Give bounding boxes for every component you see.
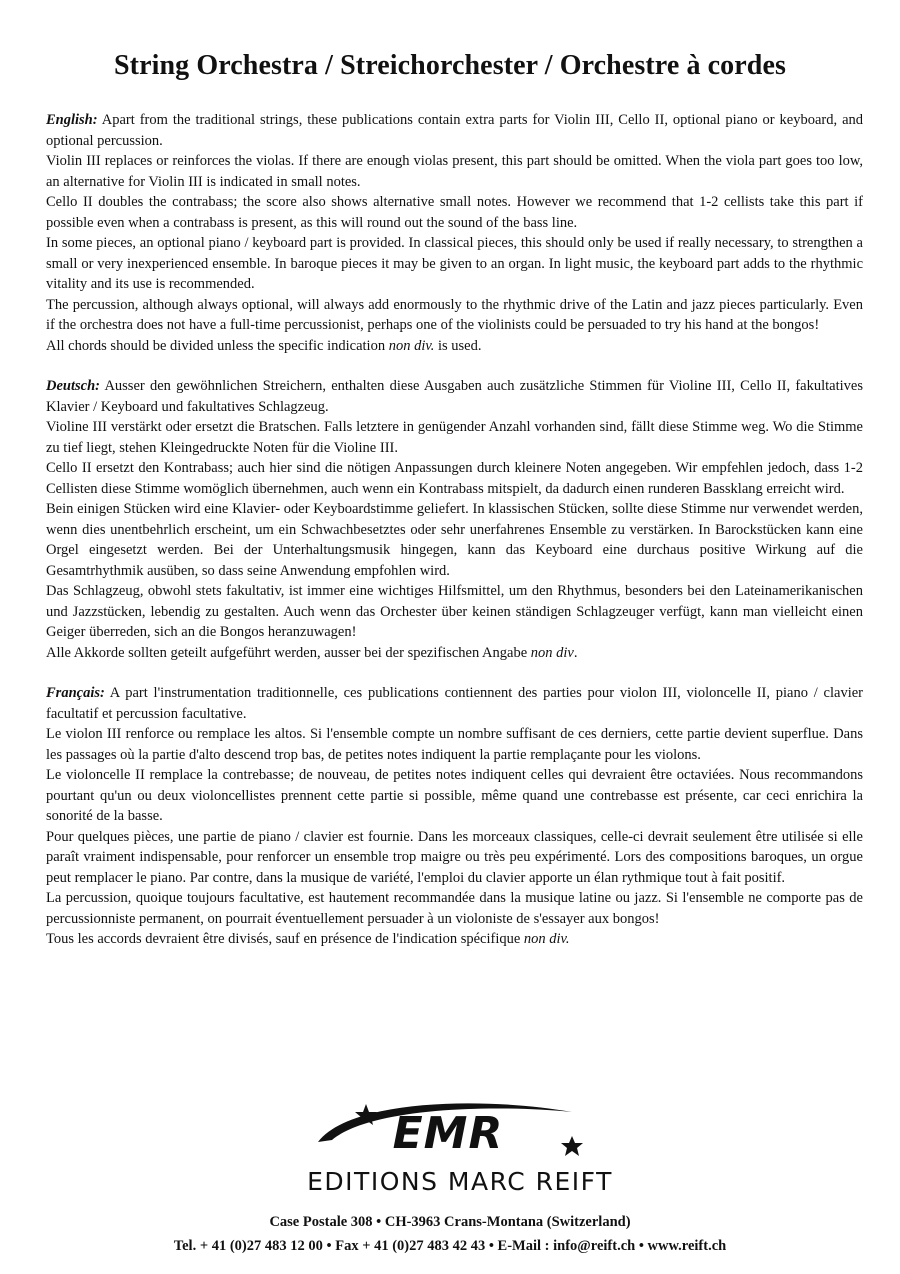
section-deutsch [46, 376, 863, 663]
paragraph-text: Tous les accords devraient être divisés, sauf en présence de l'indication spécifique [46, 931, 524, 947]
footer-contact: Tel. + 41 (0)27 483 12 00 • Fax + 41 (0)27 483 42 43 • E-Mail : info@reift.ch • www.reift.ch [173, 1238, 727, 1254]
language-label: Français: [46, 685, 105, 701]
italic-term: non div. [523, 931, 570, 947]
paragraph [46, 110, 863, 151]
paragraph: The percussion, although always optional, will always add enormously to the rhythmic drive of the Latin and jazz pieces particularly. Even if the orchestra does not have a full-time percussionist, perhaps one of the violinists could be persuaded to try his hand at the bongos! [46, 296, 863, 333]
language-label: Deutsch: [46, 378, 100, 394]
section-francais [46, 683, 863, 950]
paragraph: Cello II ersetzt den Kontrabass; auch hier sind die nötigen Anpassungen durch kleinere Noten angegeben. Wir empfehlen jedoch, dass 1-2 Cellisten diese Stimme womöglich übernehmen, auch wenn ein Kontrabass mitspielt, da dadurch einen runderen Bassklang erreicht wird. [46, 460, 863, 497]
page-title: String Orchestra / Streichorchester / Orchestre à cordes [113, 50, 786, 81]
paragraph-text: is used. [434, 337, 482, 354]
section-english [46, 110, 863, 356]
paragraph-text: . [573, 644, 578, 661]
paragraph: Cello II doubles the contrabass; the score also shows alternative small notes. However we recommend that 1-2 cellists take this part if possible even when a contrabass is present, as this will round out the sound of the bass line. [46, 194, 863, 231]
emr-logo [240, 1098, 680, 1198]
footer-address: Case Postale 308 • CH-3963 Crans-Montana (Switzerland) [269, 1214, 631, 1230]
paragraph: Le violon III renforce ou remplace les altos. Si l'ensemble compte un nombre suffisant de ces derniers, cette partie devient superflue. Dans les passages où la partie d'alto descend trop bas, de petites notes indiquent la partie remplaçante pour les violons. [46, 726, 863, 763]
paragraph: Violine III verstärkt oder ersetzt die Bratschen. Falls letztere in genügender Anzahl vorhanden sind, fällt diese Stimme weg. Wo die Stimme zu tief liegt, stehen Kleingedruckte Noten für die Violine III. [46, 419, 863, 456]
paragraph-text: Ausser den gewöhnlichen Streichern, enthalten diese Ausgaben auch zusätzliche Stimmen für Violine III, Cello II, fakultatives Klavier / Keyboard und fakultatives Schlagzeug. [46, 378, 863, 415]
paragraph-text: A part l'instrumentation traditionnelle, ces publications contiennent des parties pour violon III, violoncelle II, piano / clavier facultatif et percussion facultative. [46, 685, 863, 722]
body-text [46, 110, 863, 970]
paragraph: Bein einigen Stücken wird eine Klavier- oder Keyboardstimme geliefert. In klassischen Stücken, sollte diese Stimme nur verwendet werden, wenn dies unentbehrlich erscheint, um ein Schwachbesetztes oder sehr unerfahrenes Ensemble zu verstärken. In Barockstücken kann eine Orgel eingesetzt werden. Bei der Unterhaltungsmusik hingegen, kann das Keyboard eine durchaus positive Wirkung auf die Gesamtrhythmik ausüben, so dass seine Anwendung empfohlen wird. [46, 501, 863, 579]
paragraph-text: All chords should be divided unless the specific indication [46, 337, 389, 354]
paragraph: Das Schlagzeug, obwohl stets fakultativ, ist immer eine wichtiges Hilfsmittel, um den Rhythmus, besonders bei den Lateinamerikanischen und Jazzstücken, lebendig zu gestalten. Auch wenn das Orchester über keinen ständigen Schlagzeuger verfügt, kann man vielleicht einen Geiger überreden, sich an die Bongos heranzuwagen! [46, 583, 863, 640]
paragraph: Le violoncelle II remplace la contrebasse; de nouveau, de petites notes indiquent celles qui devraient être octaviées. Nous recommandons pourtant qu'un ou deux violoncellistes prennent cette partie si possible, même quand une contrebasse est présente, car ceci enrichira la sonorité de la basse. [46, 767, 863, 824]
italic-term: non div [530, 644, 574, 661]
paragraph [46, 929, 863, 950]
language-label: English: [46, 112, 98, 128]
paragraph [46, 336, 863, 357]
paragraph: In some pieces, an optional piano / keyboard part is provided. In classical pieces, this should only be used if really necessary, to strengthen a small or very inexperienced ensemble. In baroque pieces it may be given to an organ. In light music, the keyboard part adds to the rhythmic vitality and its use is recommended. [46, 235, 863, 292]
paragraph: La percussion, quoique toujours facultative, est hautement recommandée dans la musique latine ou jazz. Si l'ensemble ne comporte pas de percussionniste permanent, on pourrait éventuellement persuader à un violoniste de s'essayer aux bongos! [46, 890, 863, 927]
paragraph-text: Apart from the traditional strings, these publications contain extra parts for Violin III, Cello II, optional piano or keyboard, and optional percussion. [46, 112, 863, 149]
paragraph [46, 683, 863, 724]
paragraph [46, 376, 863, 417]
paragraph-text: Alle Akkorde sollten geteilt aufgeführt werden, ausser bei der spezifischen Angabe [46, 644, 531, 661]
paragraph: Violin III replaces or reinforces the violas. If there are enough violas present, this part should be omitted. When the viola part goes too low, an alternative for Violin III is indicated in small notes. [46, 153, 863, 190]
paragraph [46, 643, 863, 664]
logo-name: EDITIONS MARC REIFT [307, 1167, 613, 1196]
logo-star-right [561, 1136, 583, 1156]
logo-mark: EMR [392, 1108, 504, 1159]
paragraph: Pour quelques pièces, une partie de piano / clavier est fournie. Dans les morceaux classiques, celle-ci devrait seulement être utilisée si elle paraît vraiment indispensable, pour renforcer un ensemble trop maigre ou très peu expérimenté. Lors des compositions baroques, un orgue peut remplacer le piano. Par contre, dans la musique de variété, l'emploi du clavier apporte un élan rythmique tout à fait positif. [46, 828, 863, 886]
italic-term: non div. [388, 337, 435, 354]
